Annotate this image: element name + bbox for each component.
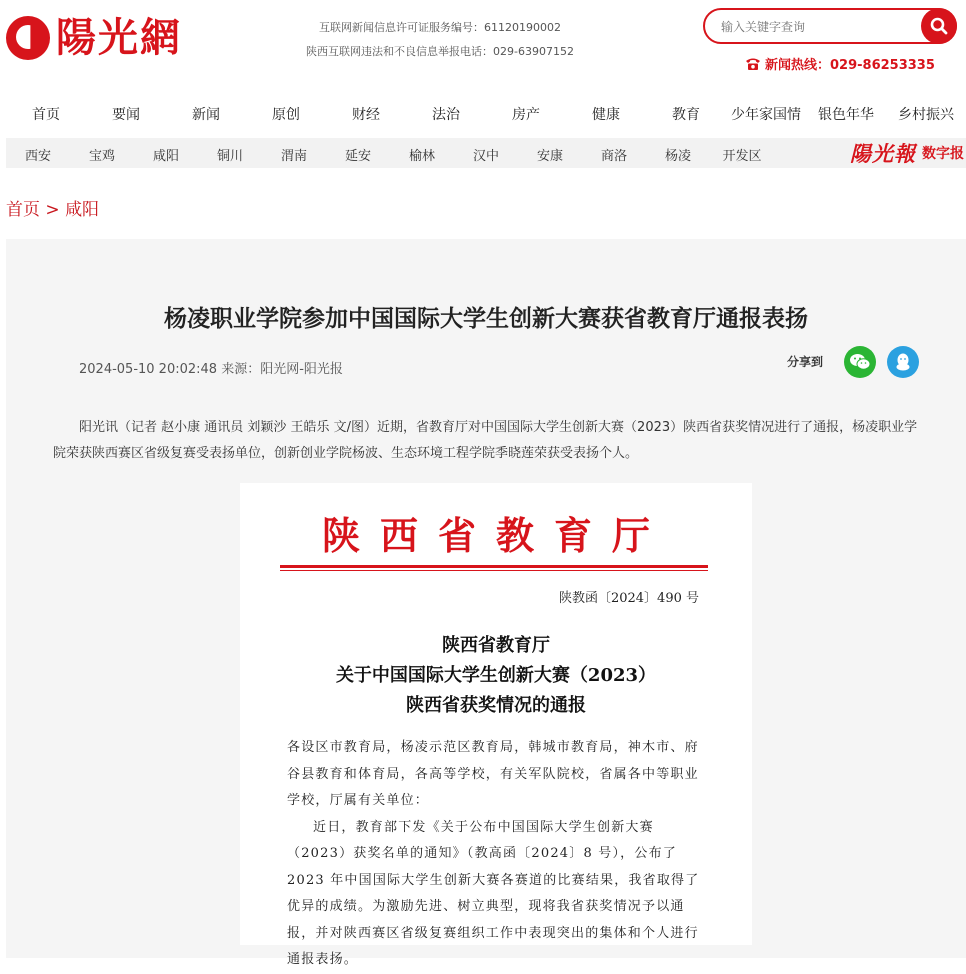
share-wechat-button[interactable] — [844, 346, 876, 378]
digital-paper-label: 数字报 — [922, 146, 964, 162]
document-title — [240, 631, 752, 721]
search-icon — [929, 16, 949, 36]
hotline-text: 新闻热线：029-86253335 — [765, 58, 935, 73]
news-hotline — [745, 54, 935, 73]
document-title-line: 陕西省获奖情况的通报 — [406, 695, 586, 716]
logo-text: 陽光網 — [56, 14, 182, 61]
share-qq-button[interactable] — [887, 346, 919, 378]
document-number: 陕教函〔2024〕490 号 — [558, 591, 699, 606]
article-lead: 阳光讯（记者 赵小康 通讯员 刘颖沙 王皓乐 文/图）近期，省教育厅对中国国际大学生创新大赛（2023）陕西省获奖情况进行了通报，杨凌职业学院荣获陕西赛区省级复赛受表扬单位，创新创业学院杨波、生态环境工程学院季晓莲荣获受表扬个人。 — [53, 420, 918, 461]
breadcrumb — [6, 195, 99, 220]
nav-item-headlines[interactable]: 要闻 — [112, 107, 140, 123]
nav-item-rural[interactable]: 乡村振兴 — [898, 107, 954, 123]
article-meta: 2024-05-10 20:02:48 来源：阳光网-阳光报 — [79, 362, 343, 377]
region-item-xianyang[interactable]: 咸阳 — [152, 149, 179, 164]
document-title-line: 关于中国国际大学生创新大赛（2023） — [335, 665, 657, 686]
nav-item-education[interactable]: 教育 — [672, 107, 700, 123]
region-item-weinan[interactable]: 渭南 — [280, 149, 307, 164]
phone-icon — [745, 57, 761, 71]
region-item-devzone[interactable]: 开发区 — [722, 149, 762, 164]
document-body — [287, 735, 707, 974]
site-logo[interactable] — [6, 10, 196, 66]
document-red-rule — [280, 565, 708, 568]
nav-item-health[interactable]: 健康 — [592, 107, 620, 123]
document-paragraph: 各设区市教育局，杨凌示范区教育局，韩城市教育局，神木市、府谷县教育和体育局，各高等学校，有关军队院校，省属各中等职业学校，厅属有关单位： — [287, 740, 699, 808]
document-title-line: 陕西省教育厅 — [442, 635, 550, 656]
region-nav — [6, 138, 966, 168]
region-item-tongchuan[interactable]: 铜川 — [216, 149, 243, 164]
nav-item-original[interactable]: 原创 — [272, 107, 300, 123]
search-box — [703, 8, 957, 44]
search-button[interactable] — [921, 8, 957, 44]
region-item-yanan[interactable]: 延安 — [344, 149, 371, 164]
region-item-shangluo[interactable]: 商洛 — [600, 149, 627, 164]
digital-paper-link[interactable] — [850, 138, 964, 168]
document-red-rule-thin — [280, 570, 708, 571]
nav-item-youth[interactable]: 少年家国情 — [731, 107, 801, 123]
search-input[interactable] — [719, 16, 913, 38]
document-paragraph: 近日，教育部下发《关于公布中国国际大学生创新大赛（2023）获奖名单的通知》（教高函〔2024〕8 号），公布了 2023 年中国国际大学生创新大赛各赛道的比赛结果，我省取得了优异的成绩。为激励先进、树立典型，现将我省获奖情况予以通报，并对陕西赛区省级复赛组织工作中表现突出的集体和个人进行通报表扬。 — [287, 819, 700, 967]
article-container — [6, 239, 966, 967]
share-label: 分享到 — [787, 355, 824, 369]
report-phone: 陕西互联网违法和不良信息举报电话：029-63907152 — [306, 45, 574, 58]
nav-item-property[interactable]: 房产 — [512, 107, 540, 123]
article-image-document — [240, 483, 752, 967]
qq-icon — [894, 352, 912, 372]
nav-item-home[interactable]: 首页 — [32, 107, 60, 123]
region-item-yulin[interactable]: 榆林 — [408, 149, 435, 164]
logo-mark-icon — [6, 16, 50, 60]
site-header — [0, 0, 966, 90]
region-item-baoji[interactable]: 宝鸡 — [88, 149, 115, 164]
region-item-xian[interactable]: 西安 — [24, 149, 51, 164]
region-item-ankang[interactable]: 安康 — [536, 149, 563, 164]
nav-item-senior[interactable]: 银色年华 — [818, 107, 874, 123]
nav-item-finance[interactable]: 财经 — [352, 107, 380, 123]
license-number: 互联网新闻信息许可证服务编号：61120190002 — [319, 21, 561, 34]
breadcrumb-separator: > — [40, 200, 66, 220]
main-nav — [0, 100, 966, 130]
nav-item-law[interactable]: 法治 — [432, 107, 460, 123]
document-header: 陕西省教育厅 — [321, 513, 670, 558]
nav-item-news[interactable]: 新闻 — [192, 107, 220, 123]
paper-logo: 陽光報 — [850, 141, 916, 166]
region-item-hanzhong[interactable]: 汉中 — [472, 149, 499, 164]
breadcrumb-current[interactable]: 咸阳 — [65, 200, 100, 220]
breadcrumb-home[interactable]: 首页 — [6, 200, 40, 220]
wechat-icon — [849, 353, 871, 371]
region-item-yangling[interactable]: 杨凌 — [664, 149, 691, 164]
article-title: 杨凌职业学院参加中国国际大学生创新大赛获省教育厅通报表扬 — [164, 306, 808, 332]
